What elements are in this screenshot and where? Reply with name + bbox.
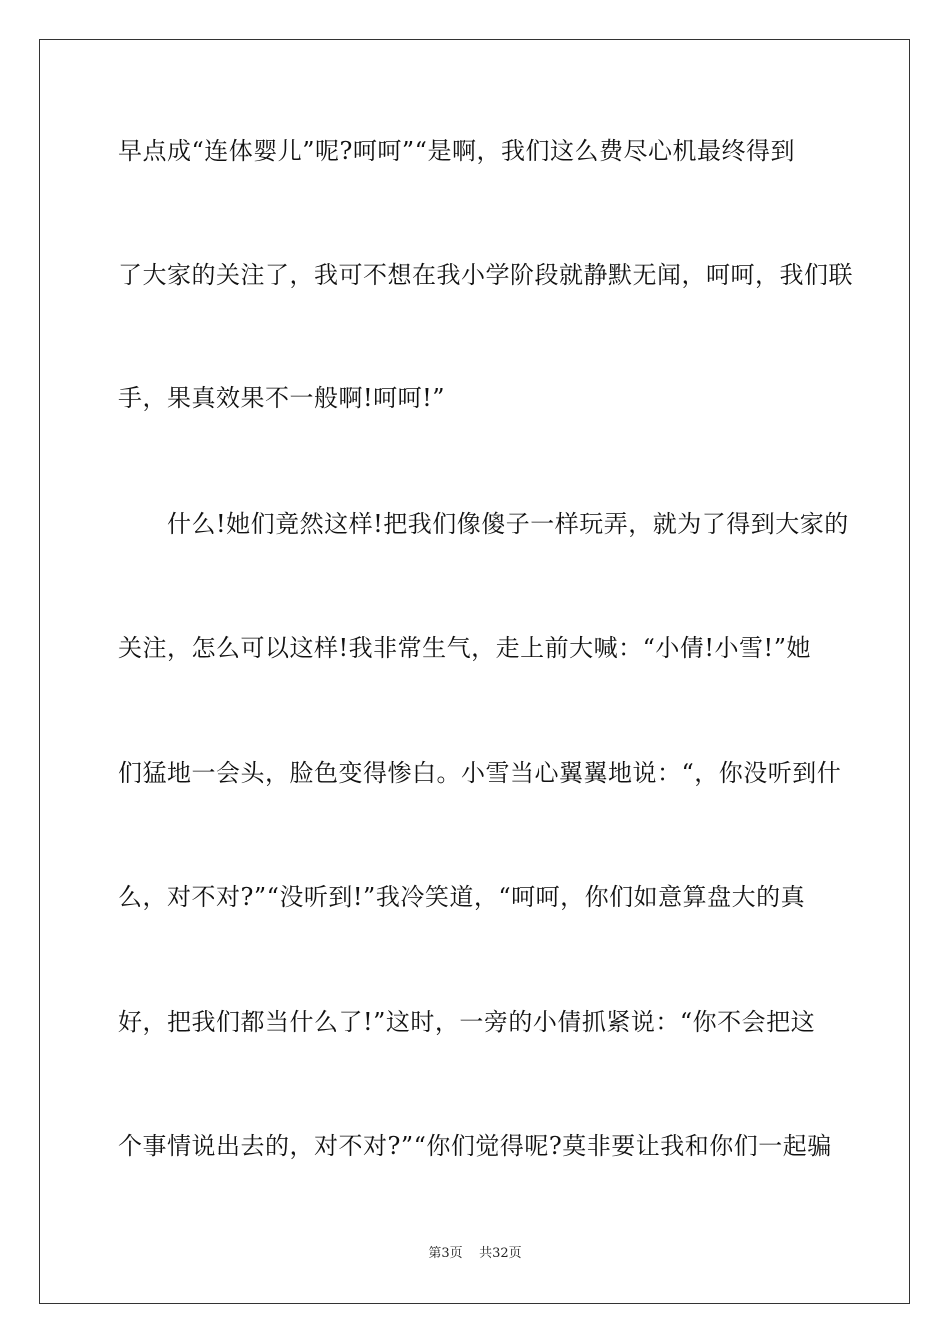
text-line-8: 好，把我们都当什么了!”这时，一旁的小倩抓紧说：“你不会把这: [118, 1008, 816, 1036]
page-border: [39, 39, 910, 1304]
total-pages: 共32页: [479, 1246, 522, 1261]
text-line-7: 么，对不对?”“没听到!”我冷笑道，“呵呵，你们如意算盘大的真: [118, 883, 806, 911]
text-line-4: 什么!她们竟然这样!把我们像傻子一样玩弄，就为了得到大家的: [118, 510, 849, 538]
text-line-2: 了大家的关注了，我可不想在我小学阶段就静默无闻，呵呵，我们联: [118, 261, 853, 289]
text-line-1: 早点成“连体婴儿”呢?呵呵”“是啊，我们这么费尽心机最终得到: [118, 137, 795, 165]
text-line-5: 关注，怎么可以这样!我非常生气，走上前大喊：“小倩!小雪!”她: [118, 634, 811, 662]
text-line-9: 个事情说出去的，对不对?”“你们觉得呢?莫非要让我和你们一起骗: [118, 1132, 832, 1160]
text-line-3: 手，果真效果不一般啊!呵呵!”: [118, 384, 446, 412]
page-footer: [0, 1246, 950, 1262]
text-line-6: 们猛地一会头，脸色变得惨白。小雪当心翼翼地说：“，你没听到什: [118, 759, 842, 787]
page-number: 第3页: [428, 1246, 463, 1261]
